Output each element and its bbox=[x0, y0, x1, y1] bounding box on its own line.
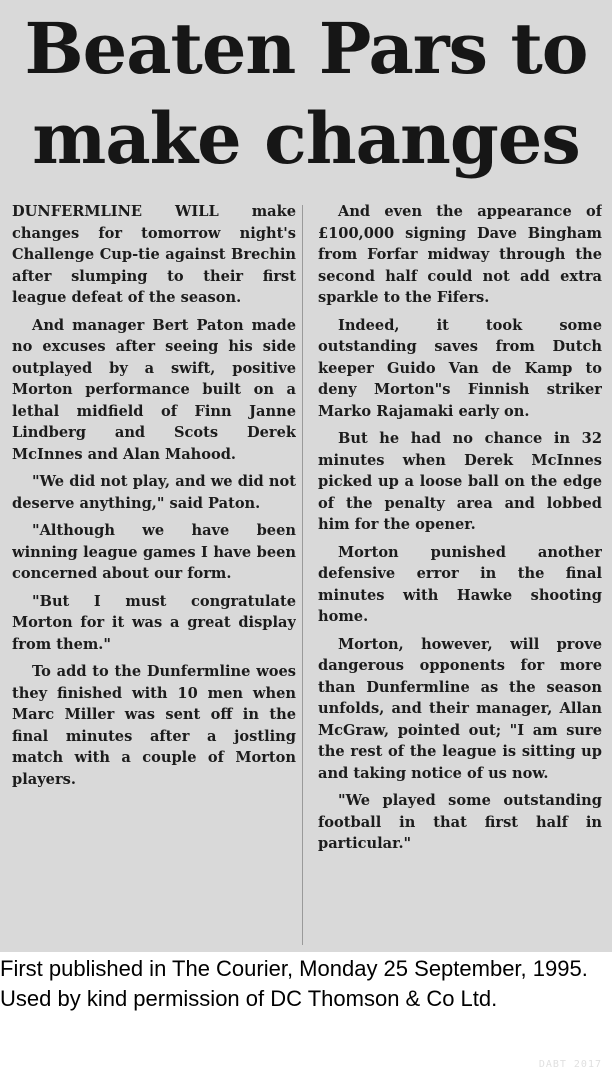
article-paragraph: And even the appearance of £100,000 signing Dave Bingham from Forfar midway through the second half could not add extra sparkle to the Fifers. bbox=[318, 203, 602, 306]
article-right-column bbox=[318, 201, 602, 951]
article-left-column bbox=[12, 201, 296, 951]
article-paragraph: "But I must congratulate Morton for it was a great display from them." bbox=[12, 592, 296, 653]
article-paragraph: "We did not play, and we did not deserve anything," said Paton. bbox=[12, 473, 296, 512]
column-divider bbox=[302, 205, 303, 945]
article-paragraph: "We played some outstanding football in that first half in particular." bbox=[318, 792, 602, 852]
article-paragraph: Morton, however, will prove dangerous opponents for more than Dunfermline as the season unfolds, and their manager, Allan McGraw, pointed out; "I am sure the rest of the league is sitting up and taking notice of us now. bbox=[318, 635, 602, 782]
article-paragraph: DUNFERMLINE WILL make changes for tomorrow night's Challenge Cup-tie against Brechin after slumping to their first league defeat of the season. bbox=[12, 203, 296, 306]
article-paragraph: Indeed, it took some outstanding saves from Dutch keeper Guido Van de Kamp to deny Morton"s Finnish striker Marko Rajamaki early on. bbox=[318, 316, 602, 420]
article-paragraph: To add to the Dunfermline woes they finished with 10 men when Marc Miller was sent off in the final minutes after a jostling match with a couple of Morton players. bbox=[12, 663, 296, 788]
article-paragraph: But he had no chance in 32 minutes when Derek McInnes picked up a loose ball on the edge of the penalty area and lobbed him for the opener. bbox=[318, 430, 602, 533]
caption-permission-line: Used by kind permission of DC Thomson & Co Ltd. bbox=[0, 986, 498, 1011]
article-paragraph: "Although we have been winning league games I have been concerned about our form. bbox=[12, 522, 296, 582]
article-paragraph: And manager Bert Paton made no excuses after seeing his side outplayed by a swift, positive Morton performance built on a lethal midfield of Finn Janne Lindberg and Scots Derek McInnes and Alan Mahood. bbox=[12, 316, 296, 463]
headline-line-2: make changes bbox=[32, 97, 580, 180]
headline-line-1: Beaten Pars to bbox=[24, 7, 588, 90]
headline bbox=[0, 0, 612, 195]
publication-caption bbox=[0, 954, 612, 1014]
caption-source-line: First published in The Courier, Monday 25 September, 1995. bbox=[0, 956, 588, 981]
article-paragraph: Morton punished another defensive error in the final minutes with Hawke shooting home. bbox=[318, 543, 602, 625]
watermark: DABT 2017 bbox=[538, 1059, 602, 1070]
